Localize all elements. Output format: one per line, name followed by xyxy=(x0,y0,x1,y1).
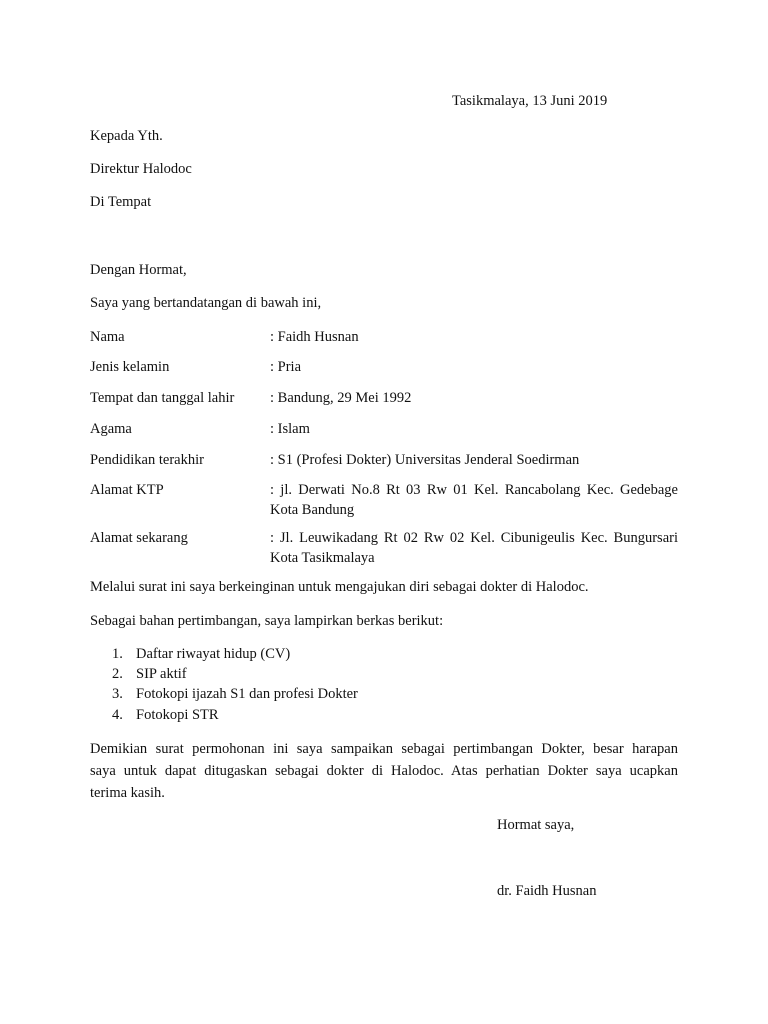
list-item xyxy=(112,644,290,664)
attachments-intro: Sebagai bahan pertimbangan, saya lampirkan berkas berikut: xyxy=(90,613,444,629)
list-item xyxy=(112,684,358,704)
list-number: 4. xyxy=(112,707,123,723)
field-label: Alamat KTP xyxy=(90,482,164,498)
field-label: Tempat dan tanggal lahir xyxy=(90,390,235,406)
list-item xyxy=(112,705,219,725)
field-label: Jenis kelamin xyxy=(90,359,170,375)
field-value-line: Kota Bandung xyxy=(270,502,355,518)
field-value-line: : jl. Derwati No.8 Rt 03 Rw 01 Kel. Rancabolang Kec. Gedebage xyxy=(270,482,678,498)
signer-name: dr. Faidh Husnan xyxy=(497,883,597,899)
field-label: Agama xyxy=(90,421,132,437)
closing-paragraph xyxy=(90,738,678,804)
field-value-line: : Jl. Leuwikadang Rt 02 Rw 02 Kel. Cibunigeulis Kec. Bungursari xyxy=(270,530,678,546)
field-label: Pendidikan terakhir xyxy=(90,452,204,468)
sign-off: Hormat saya, xyxy=(497,817,575,833)
field-value: : Faidh Husnan xyxy=(270,329,359,345)
list-text: SIP aktif xyxy=(136,666,187,682)
list-number: 1. xyxy=(112,646,123,662)
salutation: Dengan Hormat, xyxy=(90,262,187,278)
field-value-line: Kota Tasikmalaya xyxy=(270,550,375,566)
closing-line: terima kasih. xyxy=(90,785,165,801)
list-number: 3. xyxy=(112,686,123,702)
field-value: : S1 (Profesi Dokter) Universitas Jenderal Soedirman xyxy=(270,452,580,468)
field-value: : Pria xyxy=(270,359,302,375)
recipient-line-1: Kepada Yth. xyxy=(90,128,163,144)
closing-line: saya untuk dapat ditugaskan sebagai dokter di Halodoc. Atas perhatian Dokter saya ucapkan xyxy=(90,763,678,779)
field-value xyxy=(270,480,678,520)
list-item xyxy=(112,664,187,684)
recipient-line-3: Di Tempat xyxy=(90,194,152,210)
field-label: Nama xyxy=(90,329,125,345)
field-label: Alamat sekarang xyxy=(90,530,188,546)
place-date: Tasikmalaya, 13 Juni 2019 xyxy=(452,93,608,109)
recipient-line-2: Direktur Halodoc xyxy=(90,161,192,177)
field-value: : Bandung, 29 Mei 1992 xyxy=(270,390,412,406)
field-value: : Islam xyxy=(270,421,310,437)
list-text: Daftar riwayat hidup (CV) xyxy=(136,646,291,662)
list-text: Fotokopi ijazah S1 dan profesi Dokter xyxy=(136,686,358,702)
list-text: Fotokopi STR xyxy=(136,707,219,723)
purpose-text: Melalui surat ini saya berkeinginan untuk mengajukan diri sebagai dokter di Halodoc. xyxy=(90,579,589,595)
list-number: 2. xyxy=(112,666,123,682)
field-value xyxy=(270,528,678,568)
closing-line: Demikian surat permohonan ini saya sampaikan sebagai pertimbangan Dokter, besar harapan xyxy=(90,741,678,757)
intro-text: Saya yang bertandatangan di bawah ini, xyxy=(90,295,322,311)
